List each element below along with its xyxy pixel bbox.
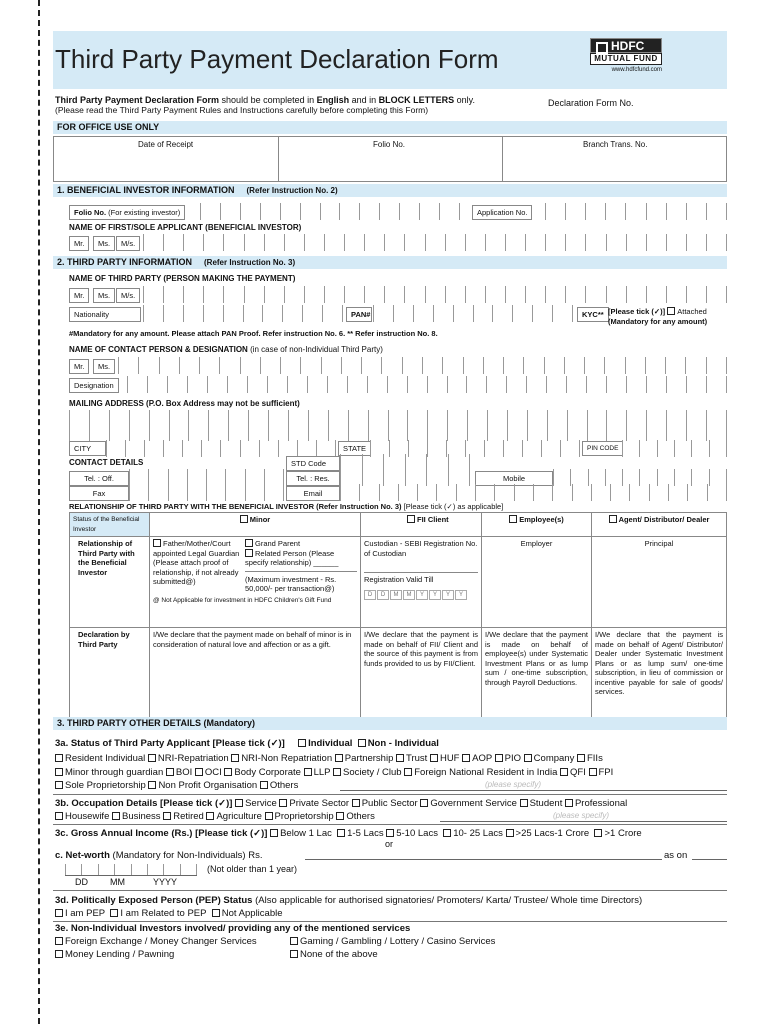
networth-row: c. Net-worth (Mandatory for Non-Individuals) Rs. — [55, 850, 263, 861]
occupation-row-1: 3b. Occupation Details [Please tick (✓)] Service Private Sector Public Sector Government Service Student Professional — [55, 798, 628, 809]
status-options-row-3: Sole Proprietorship Non Profit Organisation Others — [55, 780, 298, 791]
none-option: None of the above — [290, 949, 378, 960]
relationship-heading: RELATIONSHIP OF THIRD PARTY WITH THE BENEFICIAL INVESTOR (Refer Instruction No. 3) [Please tick (✓) as applicable] — [69, 502, 504, 511]
relationship-table — [69, 512, 727, 720]
logo-url: www.hdfcfund.com — [611, 67, 662, 73]
business-checkbox[interactable] — [112, 812, 120, 820]
agent-header: Agent/ Distributor/ Dealer — [592, 513, 727, 537]
minor-guardian-checkbox[interactable] — [55, 768, 63, 776]
title-ms[interactable]: Ms. — [93, 236, 115, 251]
llp-checkbox[interactable] — [304, 768, 312, 776]
professional-checkbox[interactable] — [565, 799, 573, 807]
folio-label: Folio No. (For existing investor) — [69, 205, 185, 220]
fii-header: FII Client — [361, 513, 482, 537]
pan-input[interactable] — [373, 305, 573, 322]
pan-label: PAN# — [346, 307, 372, 322]
kyc-label: KYC** — [577, 307, 609, 322]
income-5-10-checkbox[interactable] — [386, 829, 394, 837]
sole-proprietorship-checkbox[interactable] — [55, 781, 63, 789]
fpi-checkbox[interactable] — [589, 768, 597, 776]
cut-line — [38, 0, 40, 1024]
applicant-name-label: NAME OF FIRST/SOLE APPLICANT (BENEFICIAL INVESTOR) — [69, 223, 302, 232]
nationality-label: Nationality — [69, 307, 141, 322]
principal-cell: Principal — [592, 537, 727, 628]
pep-options: I am PEP I am Related to PEP Not Applicable — [55, 908, 283, 919]
company-checkbox[interactable] — [524, 754, 532, 762]
city-input[interactable] — [106, 440, 336, 457]
income-25-1cr-checkbox[interactable] — [506, 829, 514, 837]
tp-title-mr[interactable]: Mr. — [69, 288, 89, 303]
others-occupation-checkbox[interactable] — [336, 812, 344, 820]
resident-individual-checkbox[interactable] — [55, 754, 63, 762]
fii-relationship-cell: Custodian - SEBI Registration No. of Custodian Registration Valid Till D D M M Y Y Y Y — [361, 537, 482, 628]
declaration-label-cell: Declaration by Third Party — [70, 628, 150, 720]
fii-checkbox[interactable] — [407, 515, 415, 523]
employee-header: Employee(s) — [482, 513, 592, 537]
title-mr[interactable]: Mr. — [69, 236, 89, 251]
aop-checkbox[interactable] — [462, 754, 470, 762]
networth-input[interactable] — [305, 859, 662, 860]
declaration-minor: I/We declare that the payment made on behalf of minor is in consideration of natural love and affection or as a gift. — [150, 628, 361, 720]
non-profit-checkbox[interactable] — [148, 781, 156, 789]
status-options-row-2: Minor through guardian BOI OCI Body Corporate LLP Society / Club Foreign National Resident in India QFI FPI — [55, 767, 613, 778]
office-col-folio: Folio No. — [373, 140, 406, 149]
please-specify-1: (please specify) — [485, 780, 542, 789]
kyc-tick-note: [Please tick (✓)] Attached — [608, 307, 707, 316]
applicant-name-input[interactable] — [143, 234, 727, 251]
dd-label: DD — [75, 877, 88, 887]
status-options-row-1: Resident Individual NRI-Repatriation NRI-Non Repatriation Partnership Trust HUF AOP PIO Company FIIs — [55, 753, 603, 764]
services-row-2: Money Lending / Pawning — [55, 949, 174, 960]
intro-line-2: (Please read the Third Party Payment Rules and Instructions carefully before completing this Form) — [55, 105, 429, 115]
office-col-branch: Branch Trans. No. — [583, 140, 648, 149]
fiis-checkbox[interactable] — [577, 754, 585, 762]
pin-input[interactable] — [622, 440, 727, 457]
logo-name: HDFC — [590, 38, 662, 53]
divider-3b — [53, 824, 727, 825]
please-specify-2: (please specify) — [553, 811, 610, 820]
partnership-checkbox[interactable] — [335, 754, 343, 762]
tel-res-label: Tel. : Res. — [286, 471, 340, 486]
kyc-attached-checkbox[interactable] — [667, 307, 675, 315]
third-party-name-label: NAME OF THIRD PARTY (PERSON MAKING THE PAYMENT) — [69, 274, 296, 283]
page-title: Third Party Payment Declaration Form — [55, 44, 499, 74]
fax-input[interactable] — [129, 484, 284, 501]
trust-checkbox[interactable] — [396, 754, 404, 762]
fax-label: Fax — [69, 486, 129, 501]
application-label: Application No. — [472, 205, 532, 220]
related-checkbox[interactable] — [245, 549, 253, 557]
student-checkbox[interactable] — [520, 799, 528, 807]
agriculture-checkbox[interactable] — [206, 812, 214, 820]
email-label: Email — [286, 486, 340, 501]
designation-input[interactable] — [127, 376, 727, 393]
none-of-above-checkbox[interactable] — [290, 950, 298, 958]
foreign-national-checkbox[interactable] — [404, 768, 412, 776]
pio-checkbox[interactable] — [495, 754, 503, 762]
contact-title-mr[interactable]: Mr. — [69, 359, 89, 374]
nri-rep-checkbox[interactable] — [148, 754, 156, 762]
divider-3d — [53, 921, 727, 922]
title-ms-company[interactable]: M/s. — [116, 236, 140, 251]
occupation-row-2: Housewife Business Retired Agriculture Proprietorship Others — [55, 811, 375, 822]
pep-not-applicable-checkbox[interactable] — [212, 909, 220, 917]
folio-input[interactable] — [200, 203, 460, 220]
yyyy-label: YYYY — [153, 877, 178, 887]
hdfc-logo — [590, 38, 662, 72]
services-row-1: Foreign Exchange / Money Changer Services — [55, 936, 257, 947]
pep-heading: 3d. Politically Exposed Person (PEP) Status (Also applicable for authorised signatories/ Promoters/ Karta/ Trustee/ Whole time Directors) — [55, 895, 643, 906]
third-party-name-input[interactable] — [143, 286, 727, 303]
declaration-employee: I/We declare that the payment is made on behalf of employee(s) under Systematic Investment Plans or as lump sum / one-time subscription, through Payroll Deductions. — [482, 628, 592, 720]
tel-off-label: Tel. : Off. — [69, 471, 129, 486]
mobile-label: Mobile — [475, 471, 553, 486]
application-input[interactable] — [545, 203, 727, 220]
individual-checkbox[interactable] — [298, 739, 306, 747]
minor-checkbox[interactable] — [240, 515, 248, 523]
gaming-option: Gaming / Gambling / Lottery / Casino Services — [290, 936, 495, 947]
not-older-note: (Not older than 1 year) — [207, 864, 298, 874]
oci-checkbox[interactable] — [195, 768, 203, 776]
declaration-agent: I/We declare that the payment is made on behalf of Agent/ Distributor/ Dealer under Systematic Investment Plans or as lump sum/ one-time subscription, in lieu of commission or incentive payable for sale of goods/ services. — [592, 628, 727, 720]
mailing-address-label: MAILING ADDRESS (P.O. Box Address may not be sufficient) — [69, 399, 300, 408]
networth-date-input[interactable] — [65, 864, 197, 876]
others-status-line[interactable] — [340, 790, 727, 791]
money-lending-checkbox[interactable] — [55, 950, 63, 958]
minor-header: Minor — [150, 513, 361, 537]
services-heading: 3e. Non-Individual Investors involved/ providing any of the mentioned services — [55, 923, 411, 934]
status-row: 3a. Status of Third Party Applicant [Please tick (✓)] Individual Non - Individual — [55, 738, 439, 749]
as-on-input[interactable] — [692, 859, 727, 860]
retired-checkbox[interactable] — [163, 812, 171, 820]
contact-title-ms[interactable]: Ms. — [93, 359, 115, 374]
non-individual-checkbox[interactable] — [358, 739, 366, 747]
employer-cell: Employer — [482, 537, 592, 628]
nri-nonrep-checkbox[interactable] — [231, 754, 239, 762]
divider-3c — [53, 890, 727, 891]
related-pep-checkbox[interactable] — [110, 909, 118, 917]
income-10-25-checkbox[interactable] — [443, 829, 451, 837]
grandparent-checkbox[interactable] — [245, 539, 253, 547]
city-label: CITY — [69, 441, 106, 456]
intro-line-1: Third Party Payment Declaration Form should be completed in English and in BLOCK LETTERS only. — [55, 95, 476, 105]
status-label-cell: Status of the Beneficial Investor — [70, 513, 150, 537]
qfi-checkbox[interactable] — [560, 768, 568, 776]
divider-3a — [53, 794, 727, 795]
agent-checkbox[interactable] — [609, 515, 617, 523]
office-col-date: Date of Receipt — [138, 140, 194, 149]
pep-checkbox[interactable] — [55, 909, 63, 917]
govt-service-checkbox[interactable] — [420, 799, 428, 807]
email-input[interactable] — [340, 484, 727, 501]
relationship-label-cell: Relationship of Third Party with the Beneficial Investor — [70, 537, 150, 628]
nationality-input[interactable] — [143, 305, 343, 322]
income-row: 3c. Gross Annual Income (Rs.) [Please tick (✓)] Below 1 Lac 1-5 Lacs 5-10 Lacs 10- 25 Lacs >25 Lacs-1 Crore >1 Crore — [55, 828, 642, 839]
pan-note: #Mandatory for any amount. Please attach PAN Proof. Refer instruction No. 6. ** Refer instruction No. 8. — [69, 329, 438, 338]
others-status-checkbox[interactable] — [260, 781, 268, 789]
office-use-heading: FOR OFFICE USE ONLY — [53, 121, 727, 134]
contact-name-input[interactable] — [118, 357, 727, 374]
gaming-checkbox[interactable] — [290, 937, 298, 945]
section-1-heading: 1. BENEFICIAL INVESTOR INFORMATION (Refer Instruction No. 2) — [53, 184, 727, 197]
contact-person-label: NAME OF CONTACT PERSON & DESIGNATION (in case of non-Individual Third Party) — [69, 345, 383, 354]
boi-checkbox[interactable] — [166, 768, 174, 776]
huf-checkbox[interactable] — [430, 754, 438, 762]
pin-label: PIN CODE — [582, 441, 623, 456]
forex-checkbox[interactable] — [55, 937, 63, 945]
proprietorship-checkbox[interactable] — [265, 812, 273, 820]
or-text: or — [385, 839, 394, 849]
mm-label: MM — [110, 877, 125, 887]
section-3-heading: 3. THIRD PARTY OTHER DETAILS (Mandatory) — [53, 717, 727, 730]
section-2-heading: 2. THIRD PARTY INFORMATION (Refer Instruction No. 3) — [53, 256, 727, 269]
state-label: STATE — [338, 441, 371, 456]
income-below-1-lac-checkbox[interactable] — [270, 829, 278, 837]
society-checkbox[interactable] — [333, 768, 341, 776]
tp-title-ms[interactable]: Ms. — [93, 288, 115, 303]
guardian-checkbox[interactable] — [153, 539, 161, 547]
std-code-label: STD Code — [286, 456, 340, 471]
income-gt-1cr-checkbox[interactable] — [594, 829, 602, 837]
others-occupation-line[interactable] — [440, 821, 727, 822]
income-1-5-checkbox[interactable] — [337, 829, 345, 837]
reg-valid-date[interactable]: D D M M Y Y Y Y — [364, 589, 478, 600]
contact-details-label: CONTACT DETAILS — [69, 458, 144, 467]
employee-checkbox[interactable] — [509, 515, 517, 523]
designation-label: Designation — [69, 378, 119, 393]
housewife-checkbox[interactable] — [55, 812, 63, 820]
tp-title-ms-company[interactable]: M/s. — [116, 288, 140, 303]
body-corporate-checkbox[interactable] — [224, 768, 232, 776]
minor-relationship-cell: Father/Mother/Court appointed Legal Guardian (Please attach proof of relationship, if not already submitted@) Grand Parent Related Person (Please specify relationship) ______ (Maximum investment - Rs. 50,000/- per transaction@) @ Not Applicable for investment in HDFC Children's Gift Fund — [150, 537, 361, 628]
as-on-text: as on — [664, 850, 688, 861]
private-sector-checkbox[interactable] — [279, 799, 287, 807]
declaration-form-no: Declaration Form No. — [548, 98, 634, 108]
address-line-2[interactable] — [69, 424, 727, 441]
logo-sub: MUTUAL FUND — [590, 53, 662, 65]
declaration-fii: I/We declare that the payment is made on behalf of FII/ Client and the source of this payment is from funds provided to us by FII/Client. — [361, 628, 482, 720]
public-sector-checkbox[interactable] — [352, 799, 360, 807]
kyc-mandatory: (Mandatory for any amount) — [608, 317, 708, 326]
service-checkbox[interactable] — [235, 799, 243, 807]
